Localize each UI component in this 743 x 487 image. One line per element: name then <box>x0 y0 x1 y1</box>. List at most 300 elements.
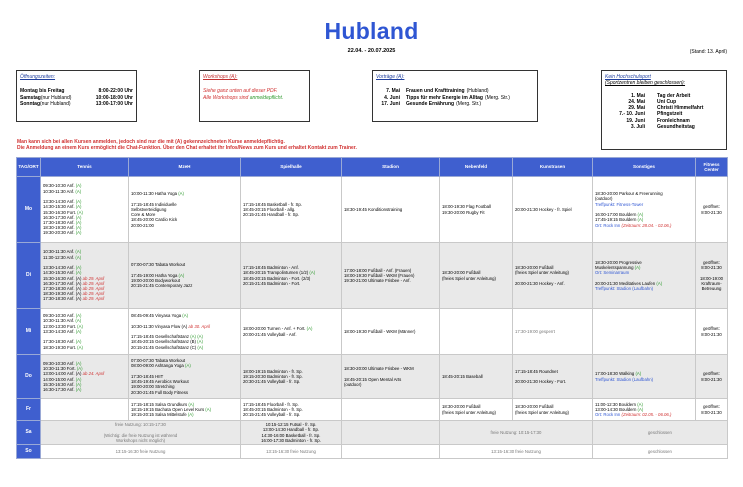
cell-line: 19:30-21:00 Ultimate Frisbee - Anf. <box>344 278 411 284</box>
page-title: Hubland <box>324 18 419 44</box>
registration-mark: (A) <box>75 376 82 382</box>
cell-line: 18:45-20:15 Badminton - fr. Sp. <box>243 406 303 412</box>
no-sport-date: 1. Mai <box>631 92 645 99</box>
cell-line: 20:30-21:45 Full Body Fitness <box>131 389 189 395</box>
registration-mark: (A) <box>637 401 643 407</box>
cell-line <box>595 412 693 417</box>
cell-line: 20:00-21:30 Meditatives Laufen (A) <box>595 280 663 286</box>
schedule-cell <box>41 355 129 399</box>
cell-line: 18:30-19:45 Konditionstraining <box>344 206 403 212</box>
registration-mark: (A) <box>637 406 644 412</box>
cell-line: (outdoor) <box>595 196 613 202</box>
cell-line: 18:00-19:30 Flag Football <box>442 204 491 210</box>
cell-line <box>595 286 693 291</box>
cell-line: freie Nutzung: 10:15-17:30 <box>115 422 166 428</box>
date-note: ab 29. April <box>82 275 105 281</box>
workshops-line2b: anmeldepflicht. <box>249 94 284 101</box>
cell-line: 17:15-18:45 Basketball - fr. Sp. <box>243 201 302 207</box>
cell-line: 10:30-11:30 Vinyasa Flow (A) ab 30. April <box>131 323 210 329</box>
cell-line: 8:00-21:30 <box>701 331 722 337</box>
opening-time: 10:00-18:00 Uhr <box>95 94 133 101</box>
column-header: Kunstrasen <box>513 158 593 177</box>
cell-line: 10:30-11:30 Fort. (A) <box>43 366 83 372</box>
schedule-cell <box>696 243 728 309</box>
cell-line: 18:45-20:15 Baseball <box>442 373 483 379</box>
registration-mark: (A) <box>637 212 644 218</box>
talk-note: (Hubland) <box>466 88 489 95</box>
cell-line: 16:30-17:30 Anf. (A) <box>43 386 82 392</box>
no-sport-header: Kein Hochschulsport <box>605 74 651 80</box>
cell-line: 13:30-14:30 Anf. (A) <box>43 199 82 205</box>
notice-line-2: Die Anmeldung an einem Kurs ermöglicht die Chat-Funktion. Über den Chat erhaltet ihr Infos/News zum Kurs und erhaltet Kontakt zum Trainer. <box>17 145 357 152</box>
registration-mark: (A) <box>75 230 82 236</box>
no-sport-date: 7.- 10. Juni <box>619 111 645 118</box>
cell-line: 19:00-20:00 Bodyworkout <box>131 278 180 284</box>
registration-mark: (A) <box>75 360 82 366</box>
column-header: Spielhalle <box>241 158 342 177</box>
column-header: Fitness Center <box>696 158 728 177</box>
cell-line: 20:00-21:30 Hockey - Anf. <box>515 280 565 286</box>
day-row-mo <box>17 177 728 243</box>
schedule-cell <box>696 355 728 399</box>
cell-line: 13:00-14:00 Anf. (A) ab 24. April <box>43 371 105 377</box>
schedule-cell <box>129 177 241 243</box>
schedule-cell <box>440 421 593 445</box>
opening-note: (nur Hubland) <box>40 94 72 101</box>
cell-line: 18:30-19:30 Anf. (A) <box>43 225 82 231</box>
registration-mark: (A) <box>634 265 641 271</box>
cell-line: 17:30-19:00 gesperrt <box>515 328 555 334</box>
talk-line <box>376 101 534 107</box>
cell-line: 13:30-14:30 Anf. (A) <box>43 265 82 271</box>
day-row-di <box>17 243 728 309</box>
schedule-cell <box>342 355 440 399</box>
workshops-line2a: Alle Workshops sind <box>203 94 250 101</box>
cell-line: 18:00-19:00 <box>700 275 723 281</box>
location-note: Ort: Rock Inn <box>595 222 622 228</box>
cell-line: 20:15-21:45 Volleyball - fr. Sp. <box>243 412 301 418</box>
registration-mark: (A) <box>75 265 82 271</box>
cell-line: 16:00-17:00 Bouldern (A) <box>595 212 644 218</box>
registration-mark: (A) <box>75 254 82 260</box>
no-sport-text: Fronleichnam <box>657 117 690 124</box>
schedule-cell <box>41 421 241 445</box>
schedule-cell <box>342 309 440 355</box>
registration-mark: (A) <box>178 272 185 278</box>
registration-mark: (A) <box>75 318 82 324</box>
cell-line: 17:45-19:00 Hatha Yoga (A) <box>131 272 185 278</box>
cell-line: geöffnet: <box>703 371 720 377</box>
cell-line: 18:15-19:15 Bachata Open Level Kurs (A) <box>131 406 212 412</box>
opening-note: (nur Hubland) <box>40 100 71 107</box>
schedule-cell <box>696 399 728 421</box>
cell-line: 17:15-18:45 Individuelle <box>131 201 177 207</box>
registration-mark: (A) <box>77 209 83 215</box>
no-sport-date: 3. Juli <box>630 124 645 131</box>
column-header: TAG/ORT <box>17 158 41 177</box>
last-updated: (Stand: 13. April) <box>689 49 727 55</box>
cell-line: 10:30-11:30 Anf. (A) <box>43 188 82 194</box>
talks-header: Vorträge (A): <box>376 74 405 80</box>
registration-mark: (A) <box>197 339 203 345</box>
cell-line: 13:15-16:30 freie Nutzung <box>115 448 166 454</box>
day-label: Mi <box>17 309 41 355</box>
schedule-cell <box>593 309 696 355</box>
cell-line: 8:00-21:30 <box>701 209 722 215</box>
cell-line: 18:30-19:30 Anf. (A) ab 29. April <box>43 291 105 297</box>
cell-line: 17:00-18:30 Walking (A) <box>595 371 642 377</box>
opening-label: Sonntag <box>20 100 40 107</box>
cell-line: 10:15-12:15 Futsal - fr. Sp. <box>265 422 317 428</box>
talk-date: 7. Mai <box>386 88 400 95</box>
registration-mark: (A) <box>637 217 644 223</box>
day-label: Do <box>17 355 41 399</box>
cell-line <box>43 407 126 412</box>
day-label: Di <box>17 243 41 309</box>
schedule-cell <box>241 421 342 445</box>
schedule-cell <box>593 445 728 459</box>
cell-line: 18:45-20:15 Open Mental Arts <box>344 376 402 382</box>
registration-mark: (A) <box>205 406 212 412</box>
cell-line: (freies Spiel unter Anleitung) <box>442 275 496 281</box>
schedule-cell <box>440 177 513 243</box>
registration-mark: (A) <box>77 323 83 329</box>
opening-time: 8:00-22:00 Uhr <box>98 88 133 95</box>
cell-line: 13:30-14:30 Anf. (A) <box>43 328 82 334</box>
opening-label: Samstag <box>20 94 41 101</box>
cell-line: 8:00-21:30 <box>701 265 722 271</box>
cell-line: 16:30-17:30 Anf. (A) <box>43 214 82 220</box>
no-sport-text: Christi Himmelfahrt <box>657 105 704 112</box>
location-note: Treffpunkt: Stadion (Laufbahn) <box>595 285 654 291</box>
schedule-cell <box>440 309 513 355</box>
schedule-cell <box>696 309 728 355</box>
cell-line: 18:45-19:45 Aerobics Workout <box>131 379 189 385</box>
column-header: MzeH <box>129 158 241 177</box>
workshops-header: Workshops (A): <box>203 74 238 80</box>
cell-line: 20:15-21:45 Handball - fr. Sp. <box>243 212 300 218</box>
no-sport-text: Uni Cup <box>657 98 677 105</box>
schedule-cell <box>513 177 593 243</box>
registration-mark: (A) <box>75 183 82 189</box>
cell-line: (outdoor) <box>344 381 362 387</box>
cell-line: 14:30-15:30 Anf. (A) <box>43 204 82 210</box>
registration-mark: (A) <box>197 344 204 350</box>
location-note: Treffpunkt: Stadion (Laufbahn) <box>595 376 654 382</box>
schedule-cell <box>513 243 593 309</box>
cell-line: geöffnet: <box>703 259 720 265</box>
cell-line <box>344 407 437 412</box>
cell-line: 18:00-19:30 Fußball - WKM (Frauen) <box>344 272 415 278</box>
cell-line: 18:45-20:15 Floorball - allg. <box>243 206 296 212</box>
registration-mark: (A) <box>75 204 82 210</box>
talk-title: Frauen und Krafttraining <box>406 88 465 95</box>
location-note: Treffpunkt: Fitness-Tower <box>595 201 644 207</box>
period-note: (Zeitraum: 28.04. - 02.06.) <box>621 222 672 228</box>
talk-title: Tipps für mehr Energie im Alltag <box>406 94 483 101</box>
cell-line: 17:15-18:45 Badminton - Anf. <box>243 265 299 271</box>
cell-line: 17:30-18:30 Anf. (A) ab 29. April <box>43 296 105 302</box>
cell-line: 16:00-17:30 Badminton - fr. Sp. <box>261 437 321 443</box>
cell-line: 20:00-21:00 <box>131 222 154 228</box>
schedule-cell <box>41 445 241 459</box>
registration-mark: (A) <box>77 344 83 350</box>
cell-line: 17:45-19:15 Bouldern (A) <box>595 217 644 223</box>
cell-line: (freies Spiel unter Anleitung) <box>515 409 569 415</box>
cell-line <box>595 329 693 334</box>
period-note: (Zeitraum: 02.05. - 06.06.) <box>621 412 672 418</box>
registration-mark: (A) <box>75 381 82 387</box>
column-header: Tennis <box>41 158 129 177</box>
no-sport-date: 19. Juni <box>626 117 645 124</box>
opening-line <box>20 101 133 107</box>
registration-mark: (A) <box>75 386 82 392</box>
cell-line: Muskelentspannung (A) <box>595 265 641 271</box>
cell-line: Selbstverteidigung <box>131 206 167 212</box>
workshops-line1: Siehe ganz unten auf dieser PDF. <box>203 88 278 95</box>
cell-line: geöffnet: <box>703 404 720 410</box>
cell-line: 08:00-09:00 Ashtanga Yoga (A) <box>131 363 191 369</box>
registration-mark: (A) <box>75 214 82 220</box>
cell-line: 07:00-07:30 Tabata Workout <box>131 358 186 364</box>
cell-line: 8:00-21:30 <box>701 376 722 382</box>
notice-line-1: Man kann sich bei allen Kursen anmelden, jedoch sind nur die mit (A) gekennzeichneten Kurse anmeldepflichtig. <box>17 139 285 145</box>
cell-line: 17:30-18:30 Anf. (A) <box>43 339 82 345</box>
no-sport-date: 24. Mai <box>628 98 645 105</box>
cell-line: 08:45-09:45 Vinyasa Yoga (A) <box>131 313 189 319</box>
registration-mark: (A) <box>75 328 82 334</box>
workshops-box <box>199 70 310 122</box>
cell-line: 8:00-21:30 <box>701 409 722 415</box>
cell-line: 19:30-20:00 Rugby Fit <box>442 209 485 215</box>
cell-line: 20:15-21:45 Badminton - Fort. <box>243 280 301 286</box>
cell-line: 17:15-18:45 Roundnet <box>515 368 558 374</box>
cell-line: geöffnet: <box>703 204 720 210</box>
registration-mark: (A) <box>185 363 191 369</box>
schedule-cell <box>342 177 440 243</box>
cell-line: 14:30-16:00 Basketball - fr. Sp. <box>261 432 321 438</box>
cell-line <box>595 377 693 382</box>
date-note: ab 29. April <box>82 291 105 297</box>
cell-line: 10:30-11:30 Anf. (A) <box>43 249 82 255</box>
schedule-cell <box>129 355 241 399</box>
schedule-cell <box>593 399 696 421</box>
cell-line <box>442 329 510 334</box>
cell-line: Betreuung <box>701 285 722 291</box>
schedule-cell <box>241 243 342 309</box>
schedule-cell <box>241 399 342 421</box>
no-sport-text: Tag der Arbeit <box>657 92 691 99</box>
cell-line: 13:15-16:30 freie Nutzung <box>266 448 316 454</box>
schedule-table <box>16 157 728 459</box>
cell-line: 18:00-20:00 Turnen - Anf. + Fort. (A) <box>243 326 313 332</box>
day-row-mi <box>17 309 728 355</box>
cell-line: 15:30-16:30 Fort. (A) <box>43 209 83 215</box>
talk-title: Gesunde Ernährung <box>406 100 455 107</box>
schedule-cell <box>241 309 342 355</box>
no-sport-line <box>605 124 723 130</box>
date-note: ab 29. April <box>82 285 105 291</box>
no-sport-sub: (Sportzentren bleiben geschlossen): <box>605 80 686 87</box>
day-row-so <box>17 445 728 459</box>
schedule-cell <box>593 421 728 445</box>
schedule-cell <box>129 399 241 421</box>
schedule-cell <box>342 445 440 459</box>
cell-line: 18:30-20:00 Ultimate Frisbee - WKM <box>344 366 414 372</box>
schedule-cell <box>513 399 593 421</box>
cell-line: 20:00-21:45 Volleyball - Anf. <box>243 331 297 337</box>
location-note: Ort: Seminarraum <box>595 270 630 276</box>
cell-line: 15:30-16:30 Anf. (A) <box>43 381 82 387</box>
schedule-cell <box>696 177 728 243</box>
schedule-cell <box>440 445 593 459</box>
cell-line <box>595 223 693 228</box>
talk-date: 17. Juni <box>381 100 400 107</box>
cell-line: 18:30-20:00 Fußball <box>515 404 554 410</box>
schedule-cell <box>241 177 342 243</box>
location-note: Ort: Rock Inn <box>595 412 622 418</box>
no-sport-box <box>601 70 727 150</box>
cell-line: geschlossen <box>648 429 672 435</box>
day-row-do <box>17 355 728 399</box>
opening-hours-header: Öffnungszeiten: <box>20 74 56 80</box>
cell-line: 09:30-10:30 Anf. (A) <box>43 183 82 189</box>
schedule-cell <box>513 309 593 355</box>
day-label: Sa <box>17 421 41 445</box>
cell-line: 11:30-12:30 Anf. (A) <box>43 254 82 260</box>
registration-mark: (A) <box>306 326 313 332</box>
registration-mark: (A) <box>635 371 642 377</box>
registration-mark: (A) <box>309 270 316 276</box>
cell-line: 17:15-18:45 Gesellschaftstanz (A) (A) <box>131 334 203 340</box>
cell-line: Kraftraum- <box>701 280 722 286</box>
talk-note: (Merg. Str.) <box>456 100 482 107</box>
cell-line: 13:00-14:30 Bouldern (A) <box>595 406 644 412</box>
cell-line: 19:15-20:15 Salsa Mittelstufe (A) <box>131 412 194 418</box>
schedule-cell <box>593 355 696 399</box>
cell-line: 18:45-20:15 Badminton - Fort. (2/3) <box>243 275 311 281</box>
registration-mark: (A) <box>197 334 203 340</box>
registration-mark: (A) <box>75 188 82 194</box>
cell-line: (freies Spiel unter Anleitung) <box>515 270 569 276</box>
day-label: Mo <box>17 177 41 243</box>
schedule-cell <box>440 399 513 421</box>
registration-mark: (A) <box>76 366 83 372</box>
date-note: ab 30. April <box>188 323 210 329</box>
no-sport-text: Pfingstzeit <box>657 111 683 118</box>
cell-line: 18:30-20:00 Fußball <box>515 265 554 271</box>
cell-line: 18:30-20:00 Fußball <box>442 270 481 276</box>
registration-notice <box>17 139 357 151</box>
registration-mark: (A) <box>182 313 189 319</box>
opening-time: 13:00-17:00 Uhr <box>95 100 133 107</box>
schedule-cell <box>440 243 513 309</box>
cell-line: 15:30-16:30 Anf. (A) ab 29. April <box>43 275 105 281</box>
registration-mark: (A) <box>75 270 82 276</box>
registration-mark: (A) <box>178 191 184 197</box>
cell-line: 19:30-20:30 Anf. (A) <box>43 230 82 236</box>
schedule-cell <box>41 309 129 355</box>
opening-hours-box <box>16 70 137 122</box>
talk-date: 4. Juni <box>384 94 400 101</box>
registration-mark: (A) <box>75 225 82 231</box>
registration-mark: (A) <box>656 280 663 286</box>
schedule-cell <box>241 445 342 459</box>
cell-line: 20:15-21:45 Gesellschaftstanz (C) (A) <box>131 344 204 350</box>
date-note: ab 29. April <box>82 296 105 302</box>
schedule-cell <box>129 309 241 355</box>
column-header: Sonstiges <box>593 158 696 177</box>
schedule-cell <box>342 399 440 421</box>
talks-box <box>372 70 538 122</box>
cell-line: 09:30-10:30 Anf. (A) <box>43 313 82 319</box>
column-header: Nebenfeld <box>440 158 513 177</box>
cell-line: geschlossen <box>648 448 672 454</box>
day-label: So <box>17 445 41 459</box>
day-label: Fr <box>17 399 41 421</box>
cell-line: 19:00-20:00 Stretching <box>131 384 175 390</box>
schedule-cell <box>593 243 696 309</box>
cell-line: 20:30-21:45 Volleyball - fr. Sp. <box>243 379 301 385</box>
cell-line: 14:30-15:30 Anf. (A) <box>43 270 82 276</box>
column-header: Stadion <box>342 158 440 177</box>
cell-line: 17:30-18:30 Anf. (A) ab 29. April <box>43 285 105 291</box>
cell-line: 17:00-18:00 Fußball - Anf. (Frauen) <box>344 267 412 273</box>
schedule-cell <box>342 243 440 309</box>
cell-line: 20:15-21:45 Contemporary Jazz <box>131 283 193 289</box>
schedule-cell <box>41 399 129 421</box>
cell-line: 13:00-14:30 Handball - fr. Sp. <box>262 427 320 433</box>
cell-line: 09:30-10:30 Anf. (A) <box>43 360 82 366</box>
schedule-cell <box>41 177 129 243</box>
cell-line: 20:00-21:30 Hockey - fr. Spiel <box>515 206 572 212</box>
cell-line: 18:45-20:00 Cardio Kick <box>131 217 178 223</box>
schedule-cell <box>513 355 593 399</box>
cell-line: (freies Spiel unter Anleitung) <box>442 409 496 415</box>
cell-line: 18:45-20:15 Gesellschaftstanz (B) (A) <box>131 339 203 345</box>
cell-line: 18:30-20:00 Parkour & Freerunning <box>595 191 663 197</box>
cell-line: 18:30-20:00 Fußball <box>442 404 481 410</box>
cell-line: Core & More <box>131 212 156 218</box>
schedule-cell <box>342 421 440 445</box>
cell-line: geöffnet: <box>703 326 720 332</box>
registration-mark: (A) <box>75 199 82 205</box>
cell-line: 18:45-20:15 Trampolinturnen (1/2) (A) <box>243 270 316 276</box>
cell-line: freie Nutzung: 10:15-17:30 <box>490 429 542 435</box>
registration-mark: (A) <box>190 334 196 340</box>
cell-line: 16:30-17:30 Anf. (A) ab 29. April <box>43 280 105 286</box>
registration-mark: (A) <box>187 412 194 418</box>
schedule-cell <box>129 243 241 309</box>
cell-line: 11:00-12:30 Bouldern (A) <box>595 401 643 407</box>
registration-mark: (A) <box>75 339 82 345</box>
registration-mark: (A) <box>75 313 82 319</box>
cell-line: 18:00-19:15 Badminton - fr. Sp. <box>243 368 303 374</box>
cell-line: 10:30-11:30 Anf. (A) <box>43 318 82 324</box>
schedule-cell <box>440 355 513 399</box>
registration-mark: (A) <box>75 219 82 225</box>
cell-line: 10:00-11:30 Hatha Yoga (A) <box>131 191 184 197</box>
cell-line: 17:30-18:30 Anf. (A) <box>43 219 82 225</box>
cell-line <box>344 449 437 454</box>
cell-line: 18:30-20:00 Progressive <box>595 259 642 265</box>
opening-label: Montag bis Freitag <box>20 88 65 95</box>
registration-mark: (A) <box>75 249 82 255</box>
cell-line <box>344 430 437 435</box>
cell-line: Workshops nicht möglich) <box>115 437 166 443</box>
talk-note: (Merg. Str.) <box>484 94 510 101</box>
cell-line: 13:15-16:30 freie Nutzung <box>491 448 541 454</box>
